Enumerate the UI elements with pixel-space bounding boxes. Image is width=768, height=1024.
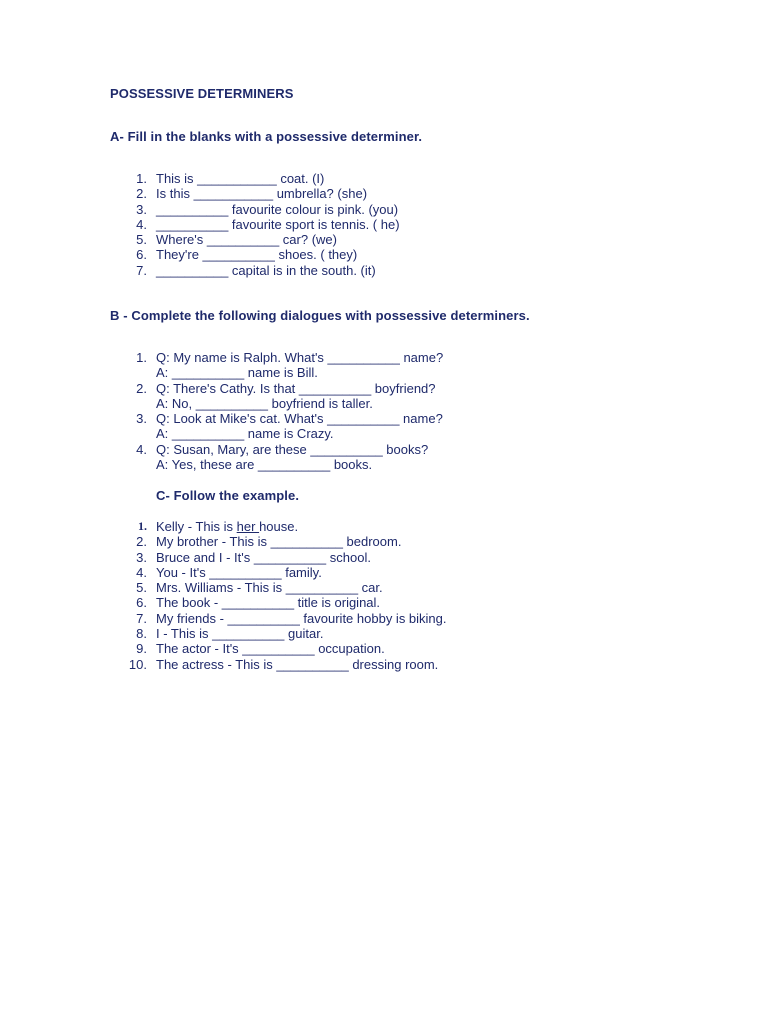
item-number: 1.	[136, 171, 147, 186]
answer-text: A: No, __________ boyfriend is taller.	[156, 395, 373, 411]
item-text: This is ___________ coat. (I)	[156, 171, 325, 186]
item-number: 2.	[136, 186, 147, 202]
item-text: Bruce and I - It's __________ school.	[156, 549, 371, 565]
item-text: The book - __________ title is original.	[156, 595, 381, 611]
item-number: 6.	[136, 595, 147, 611]
item-text: I - This is __________ guitar.	[156, 626, 324, 642]
item-number: 4.	[136, 441, 147, 457]
item-number: 7.	[136, 610, 147, 626]
example-before: Kelly - This is	[156, 519, 237, 534]
item-number: 1.	[136, 350, 147, 365]
item-number: 4.	[136, 216, 147, 232]
item-text: __________ capital is in the south. (it)	[156, 262, 376, 278]
answer-text: A: __________ name is Bill.	[156, 365, 318, 381]
example-text	[156, 519, 298, 534]
item-number: 3.	[136, 411, 147, 427]
item-text: __________ favourite sport is tennis. ( he)	[156, 216, 400, 232]
item-text: Mrs. Williams - This is __________ car.	[156, 580, 383, 596]
answer-text: A: Yes, these are __________ books.	[156, 457, 373, 473]
question-text: Q: Susan, Mary, are these __________ books?	[156, 441, 429, 457]
item-text: They're __________ shoes. ( they)	[156, 247, 358, 263]
item-text: __________ favourite colour is pink. (you)	[156, 201, 399, 217]
item-text: The actor - It's __________ occupation.	[156, 641, 385, 657]
item-number: 5.	[136, 580, 147, 596]
item-number: 6.	[136, 247, 147, 263]
item-text: Where's __________ car? (we)	[156, 232, 337, 248]
item-number: 10.	[128, 656, 147, 672]
item-text: My brother - This is __________ bedroom.	[156, 534, 402, 550]
item-number: 2.	[136, 534, 147, 550]
page-title: POSSESSIVE DETERMINERS	[110, 86, 294, 101]
item-number: 2.	[136, 380, 147, 396]
example-answer: her	[236, 519, 260, 534]
item-number: 3.	[136, 549, 147, 565]
section-c-heading: C- Follow the example.	[156, 488, 300, 503]
question-text: Q: My name is Ralph. What's __________ name?	[156, 350, 444, 365]
item-number: 8.	[136, 626, 147, 642]
item-number: 7.	[136, 262, 147, 278]
item-text: Is this ___________ umbrella? (she)	[156, 186, 368, 202]
question-text: Q: Look at Mike's cat. What's __________ name?	[156, 411, 443, 427]
example-after: house.	[259, 519, 299, 534]
item-text: My friends - __________ favourite hobby is biking.	[156, 610, 447, 626]
item-number: 3.	[136, 201, 147, 217]
item-number: 4.	[136, 564, 147, 580]
section-a-heading: A- Fill in the blanks with a possessive determiner.	[110, 129, 423, 144]
item-number: 1.	[138, 519, 147, 533]
item-number: 5.	[136, 232, 147, 248]
answer-text: A: __________ name is Crazy.	[156, 426, 334, 442]
item-text: The actress - This is __________ dressing room.	[156, 656, 439, 672]
question-text: Q: There's Cathy. Is that __________ boyfriend?	[156, 380, 436, 396]
item-text: You - It's __________ family.	[156, 564, 322, 580]
item-number: 9.	[136, 641, 147, 657]
section-b-heading: B - Complete the following dialogues with possessive determiners.	[110, 308, 530, 323]
